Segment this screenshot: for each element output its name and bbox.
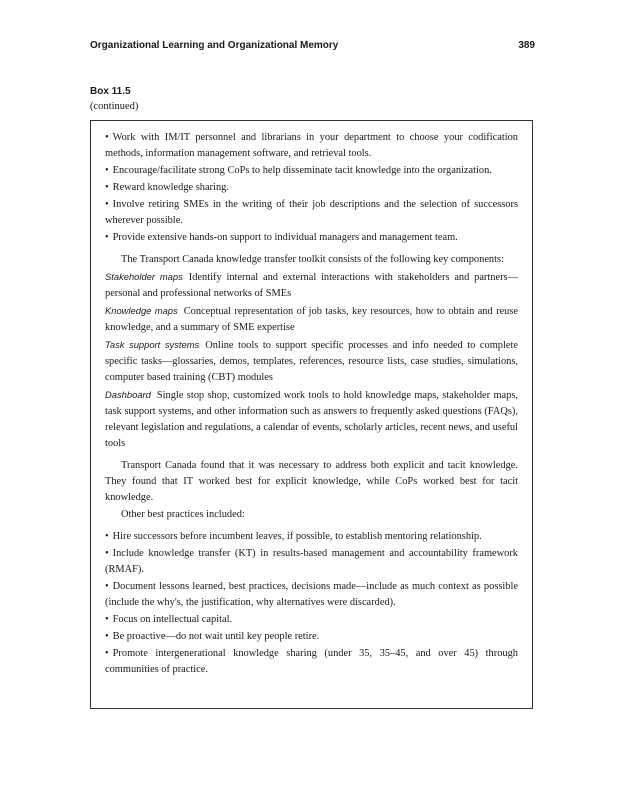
component-term: Stakeholder maps <box>105 271 183 282</box>
list-item: • Provide extensive hands-on support to individual managers and management team. <box>105 230 518 246</box>
box-content <box>90 120 533 709</box>
component-text: Conceptual representation of job tasks, key resources, how to obtain and reuse knowledge, and a summary of SME expertise <box>105 306 518 333</box>
running-title: Organizational Learning and Organizational Memory <box>90 40 339 51</box>
list-item: • Reward knowledge sharing. <box>105 180 518 196</box>
box-label: Box 11.5 <box>90 86 131 97</box>
page-number: 389 <box>518 40 535 51</box>
component-task-support-systems <box>105 337 518 386</box>
component-text: Single stop shop, customized work tools to hold knowledge maps, stakeholder maps, task support systems, and other information such as answers to frequently asked questions (FAQs), relevant legislation and regulations, a calendar of events, scholarly articles, recent news, and useful tools <box>105 390 518 449</box>
component-text: Online tools to support specific processes and info needed to complete specific tasks—glossaries, demos, templates, references, resource lists, case studies, simulations, computer based training (CBT) modules <box>105 340 519 383</box>
component-stakeholder-maps <box>105 269 518 302</box>
list-item: • Include knowledge transfer (KT) in results-based management and accountability framework (RMAF). <box>105 546 518 578</box>
component-text: Identify internal and external interactions with stakeholders and partners—personal and professional networks of SMEs <box>105 272 518 299</box>
component-term: Knowledge maps <box>105 305 178 316</box>
component-term: Dashboard <box>105 389 151 400</box>
list-item: • Focus on intellectual capital. <box>105 612 518 628</box>
list-item: • Be proactive—do not wait until key people retire. <box>105 629 518 645</box>
component-dashboard <box>105 387 518 452</box>
component-knowledge-maps <box>105 303 518 336</box>
toolkit-intro: The Transport Canada knowledge transfer toolkit consists of the following key components: <box>121 254 504 265</box>
component-term: Task support systems <box>105 339 200 350</box>
list-item: • Work with IM/IT personnel and librarians in your department to choose your codification methods, information management software, and retrieval tools. <box>105 130 518 162</box>
box-continued-label: (continued) <box>90 101 139 112</box>
list-item: • Promote intergenerational knowledge sharing (under 35, 35–45, and over 45) through communities of practice. <box>105 646 518 678</box>
running-header <box>90 40 535 51</box>
other-practices-intro: Other best practices included: <box>121 509 245 520</box>
list-item: • Document lessons learned, best practices, decisions made—include as much context as possible (include the why's, the justification, why alternatives were discarded). <box>105 579 518 611</box>
list-item: • Involve retiring SMEs in the writing of their job descriptions and the selection of successors wherever possible. <box>105 197 518 229</box>
list-item: • Hire successors before incumbent leaves, if possible, to establish mentoring relationship. <box>105 529 518 545</box>
finding-paragraph: Transport Canada found that it was necessary to address both explicit and tacit knowledge. They found that IT worked best for explicit knowledge, while CoPs worked best for tacit knowledge. <box>105 460 518 503</box>
list-item: • Encourage/facilitate strong CoPs to help disseminate tacit knowledge into the organization. <box>105 163 518 179</box>
